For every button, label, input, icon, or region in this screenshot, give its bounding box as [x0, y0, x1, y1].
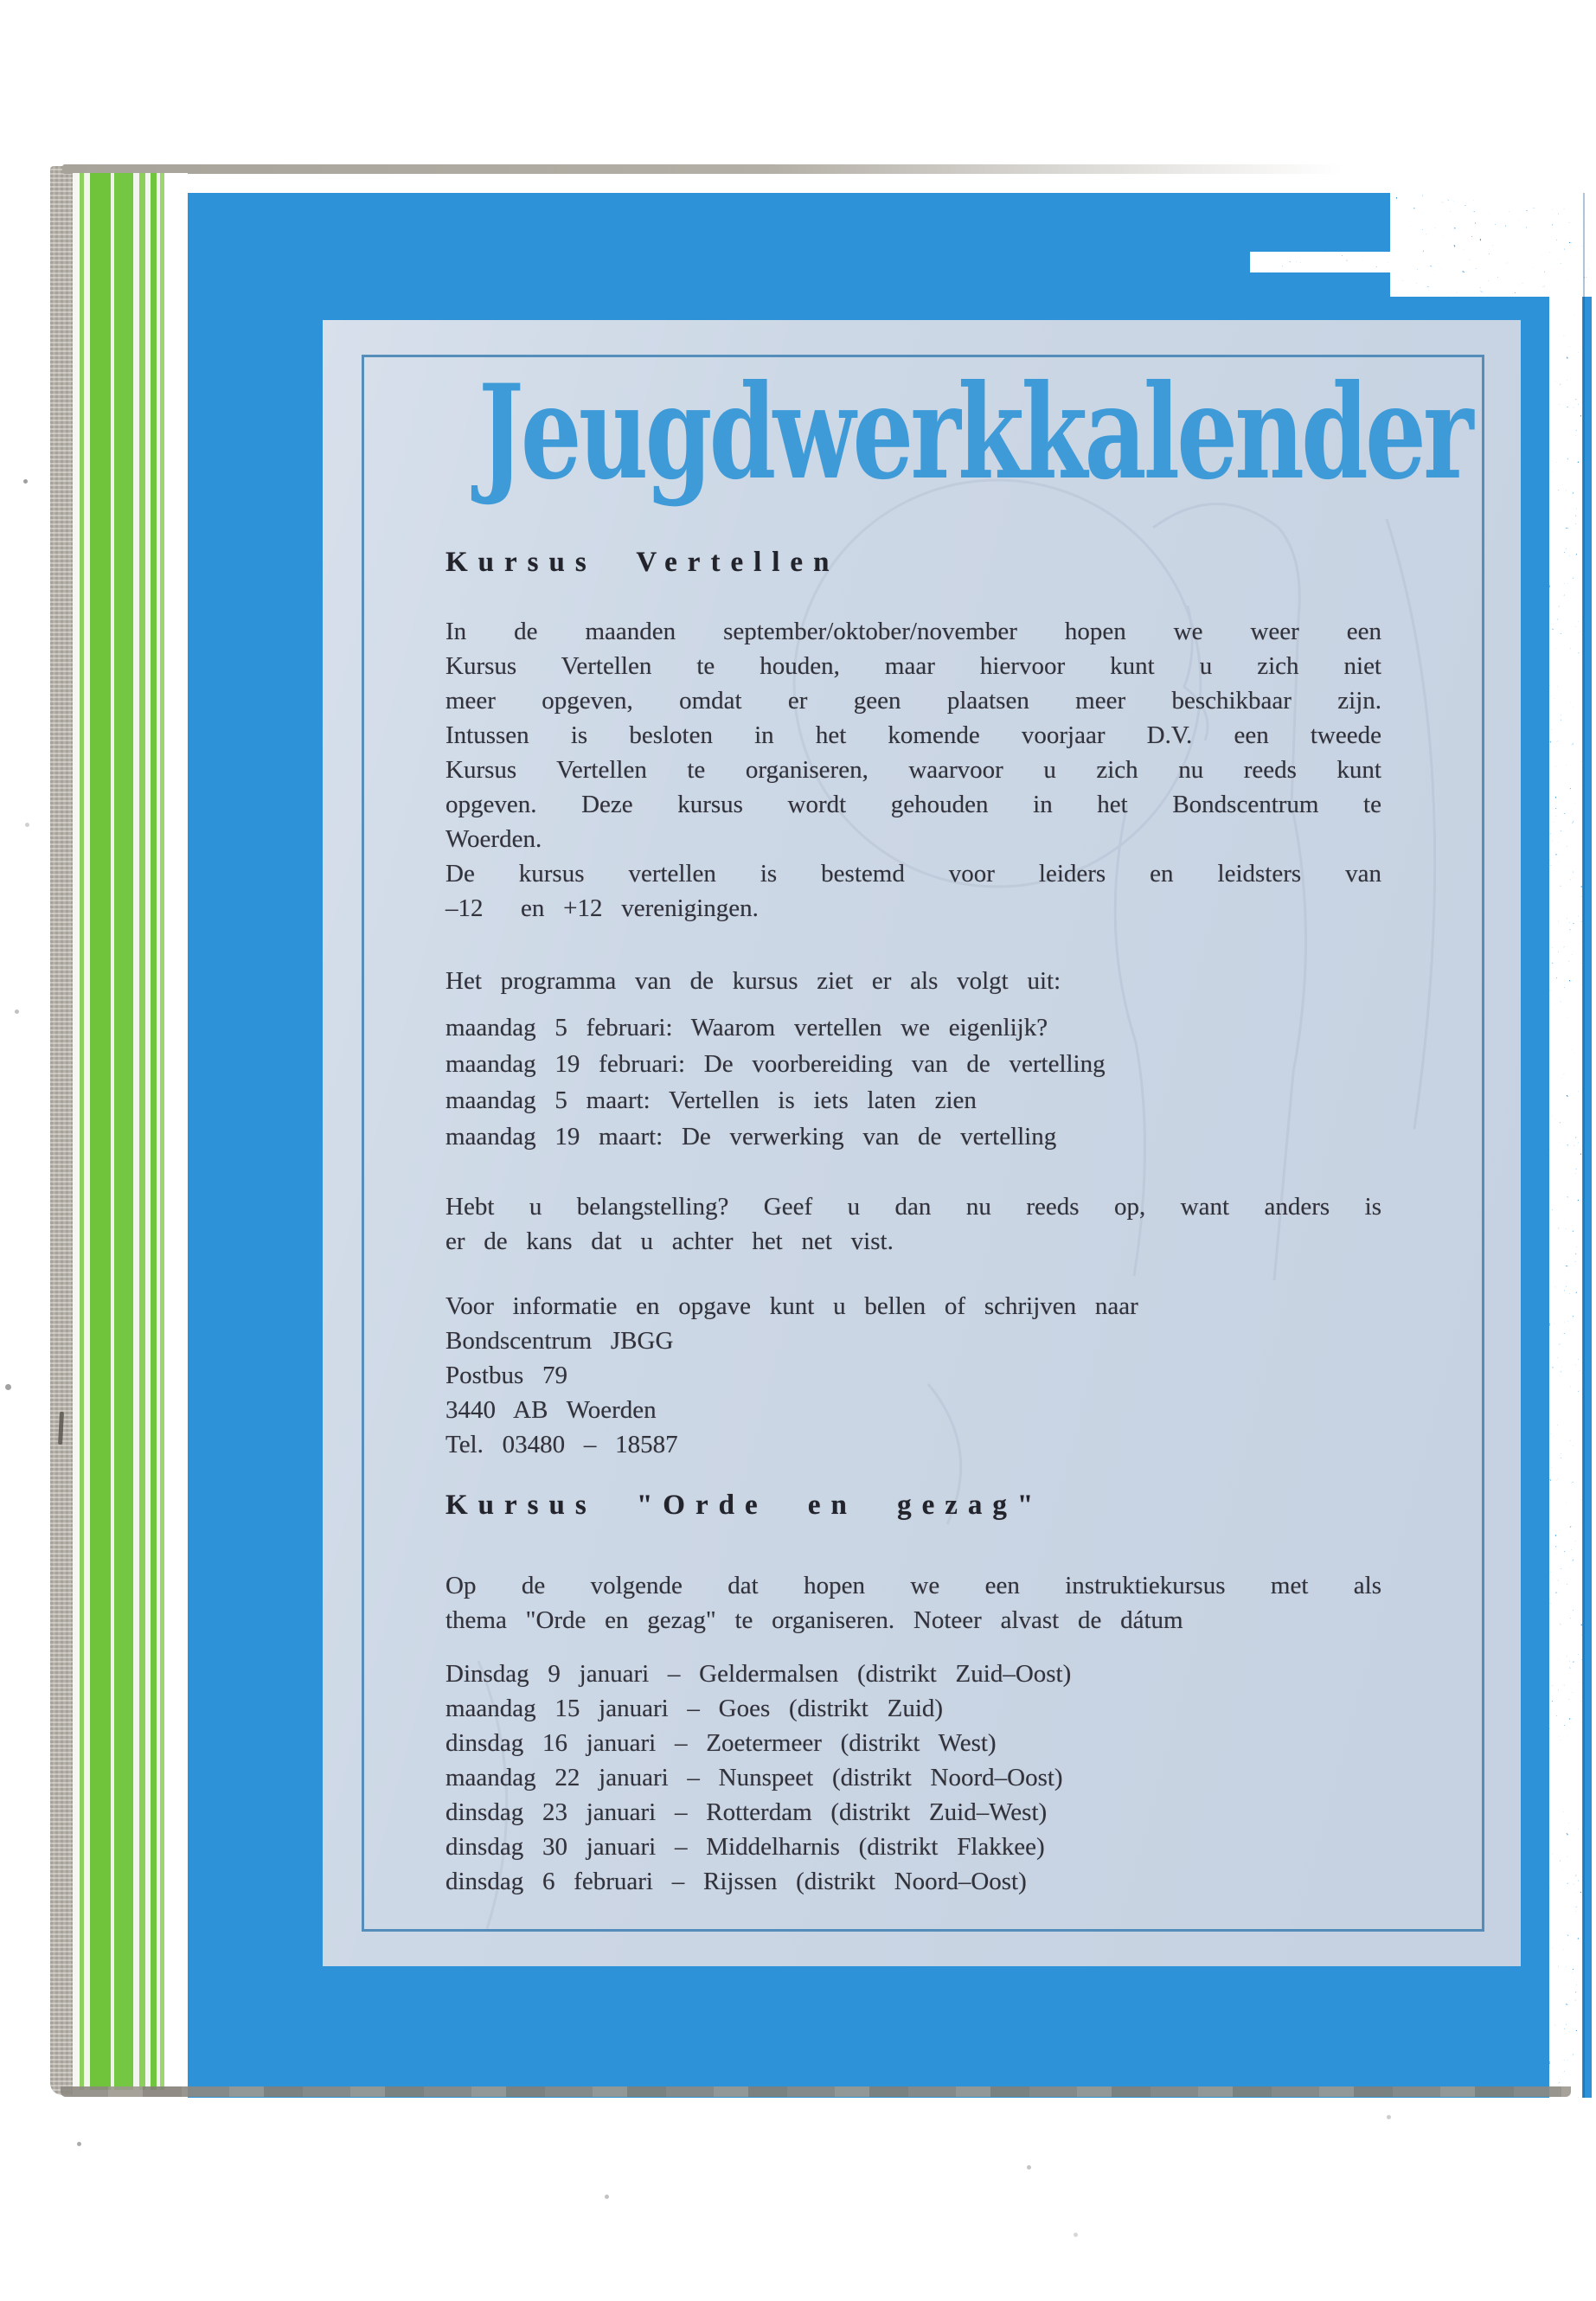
text-line: Kursus Vertellen te houden, maar hiervoor kunt u zich niet [445, 652, 1381, 680]
text-line: meer opgeven, omdat er geen plaatsen meer beschikbaar zijn. [445, 687, 1381, 715]
book-bottom-edge [61, 2086, 1571, 2097]
text-line: maandag 19 februari: De voorbereiding van de vertelling [445, 1050, 1106, 1078]
text-line: Postbus 79 [445, 1362, 568, 1389]
text-line: Hebt u belangstelling? Geef u dan nu reeds op, want anders is [445, 1193, 1381, 1221]
text-line: Tel. 03480 – 18587 [445, 1431, 678, 1458]
text-line: thema "Orde en gezag" te organiseren. Noteer alvast de dátum [445, 1606, 1183, 1634]
text-line: maandag 15 januari – Goes (distrikt Zuid) [445, 1695, 944, 1722]
text-line: Op de volgende dat hopen we een instruktiekursus met als [445, 1572, 1381, 1599]
text-line: maandag 5 maart: Vertellen is iets laten zien [445, 1086, 977, 1114]
blue-cover-page [188, 193, 1592, 2098]
text-line: De kursus vertellen is bestemd voor leiders en leidsters van [445, 860, 1381, 888]
text-line: Woerden. [445, 825, 542, 853]
text-line: dinsdag 23 januari – Rotterdam (distrikt Zuid–West) [445, 1798, 1048, 1826]
section-heading-orde-en-gezag: Kursus "Orde en gezag" [445, 1490, 1044, 1521]
text-line: dinsdag 30 januari – Middelharnis (distrikt Flakkee) [445, 1833, 1045, 1861]
text-line: opgeven. Deze kursus wordt gehouden in het Bondscentrum te [445, 791, 1381, 818]
text-line: 3440 AB Woerden [445, 1396, 657, 1424]
book-page [50, 164, 1592, 2100]
text-line: Het programma van de kursus ziet er als volgt uit: [445, 967, 1061, 995]
text-line: –12 en +12 verenigingen. [445, 894, 759, 922]
book-spine-edge [50, 166, 73, 2095]
text-line: Dinsdag 9 januari – Geldermalsen (distrikt Zuid–Oost) [445, 1660, 1072, 1688]
text-line: dinsdag 16 januari – Zoetermeer (distrikt West) [445, 1729, 997, 1757]
dust-specks [0, 0, 3, 3]
text-line: maandag 5 februari: Waarom vertellen we eigenlijk? [445, 1014, 1048, 1042]
text-line: maandag 19 maart: De verwerking van de vertelling [445, 1123, 1057, 1150]
text-line: Bondscentrum JBGG [445, 1327, 674, 1355]
worn-edge-texture [188, 193, 1592, 2098]
text-line: Intussen is besloten in het komende voorjaar D.V. een tweede [445, 721, 1381, 749]
page-title: Jeugdwerkkalender [478, 356, 1471, 509]
text-line: dinsdag 6 februari – Rijssen (distrikt Noord–Oost) [445, 1868, 1027, 1895]
text-line: Voor informatie en opgave kunt u bellen of schrijven naar [445, 1292, 1138, 1320]
page-edge-stripes [73, 173, 188, 2090]
text-line: maandag 22 januari – Nunspeet (distrikt Noord–Oost) [445, 1764, 1063, 1791]
text-line: In de maanden september/oktober/november hopen we weer een [445, 618, 1381, 645]
text-line: er de kans dat u achter het net vist. [445, 1227, 894, 1255]
section-heading-kursus-vertellen: Kursus Vertellen [445, 547, 840, 578]
book-top-edge [62, 164, 1343, 174]
text-line: Kursus Vertellen te organiseren, waarvoor u zich nu reeds kunt [445, 756, 1381, 784]
